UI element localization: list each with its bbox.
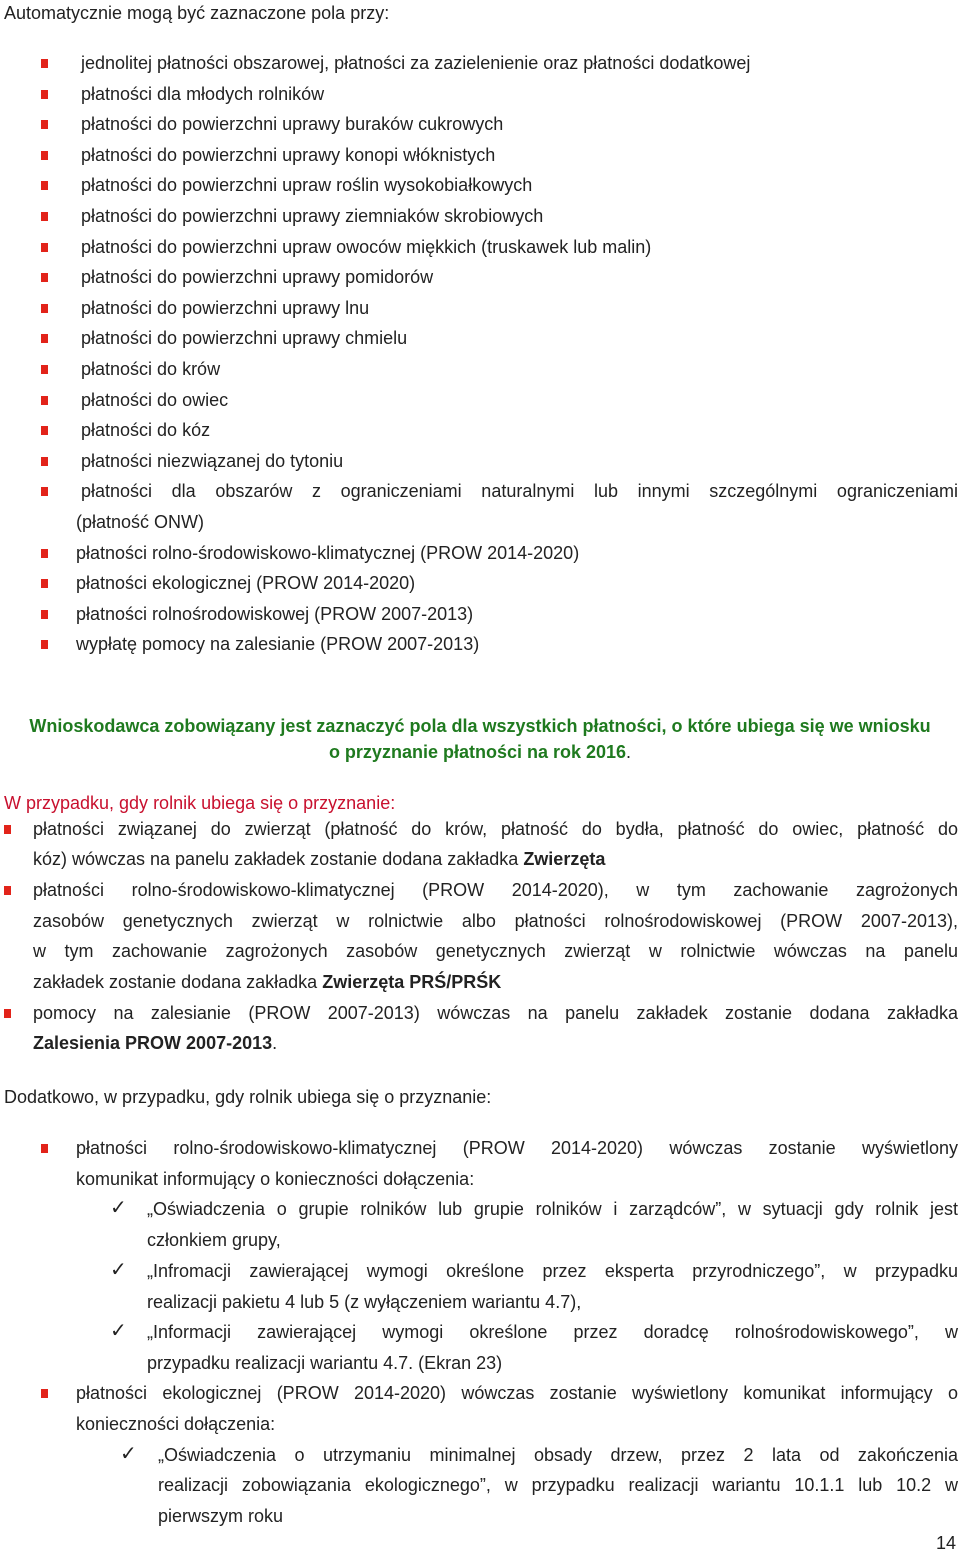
check-item-2b: realizacji pakietu 4 lub 5 (z wyłączeniem wariantu 4.7),: [147, 1292, 582, 1312]
checkmark-icon: ✓: [110, 1197, 127, 1219]
bullet-icon: [41, 579, 48, 588]
auto-item: płatności do powierzchni uprawy pomidorów: [81, 267, 434, 287]
notice-line-1: Wnioskodawca zobowiązany jest zaznaczyć pola dla wszystkich płatności, o które ubiega się we wniosku: [29, 716, 931, 736]
case-line-4: zasobów genetycznych zwierząt w rolnictwie albo płatności rolnośrodowiskowej (PROW 2007-2013),: [33, 911, 958, 931]
case-line-7: pomocy na zalesianie (PROW 2007-2013) wówczas na panelu zakładek zostanie dodana zakładka: [33, 1003, 958, 1023]
check-item-3a: „Informacji zawierającej wymogi określone przez doradcę rolnośrodowiskowego”, w: [147, 1322, 958, 1342]
bullet-icon: [41, 487, 48, 496]
auto-item: płatności do kóz: [81, 420, 211, 440]
notice-line-2: [0, 741, 960, 763]
bullet-icon: [41, 1389, 48, 1398]
auto-item: płatności do powierzchni uprawy chmielu: [81, 328, 408, 348]
bullet-icon: [41, 549, 48, 558]
bullet-icon: [4, 825, 11, 834]
auto-item: płatności do owiec: [81, 390, 229, 410]
notice-line-2-text: o przyznanie płatności na rok 2016: [328, 742, 627, 762]
auto-item: płatności do powierzchni uprawy konopi włóknistych: [81, 145, 496, 165]
additional-line-4: konieczności dołączenia:: [76, 1414, 276, 1434]
bullet-icon: [41, 273, 48, 282]
bullet-icon: [41, 457, 48, 466]
check-item-1b: członkiem grupy,: [147, 1230, 281, 1250]
case-line-8-dot: .: [272, 1033, 278, 1053]
check-item-4a: „Oświadczenia o utrzymaniu minimalnej obsady drzew, przez 2 lata od zakończenia: [158, 1445, 958, 1465]
check-item-4c: pierwszym roku: [158, 1506, 284, 1526]
bullet-icon: [41, 59, 48, 68]
bullet-icon: [41, 304, 48, 313]
notice-dot: .: [626, 742, 632, 762]
tab-name-zwierzeta: Zwierzęta: [523, 849, 606, 869]
check-item-3b: przypadku realizacji wariantu 4.7. (Ekran 23): [147, 1353, 503, 1373]
bullet-icon: [41, 334, 48, 343]
auto-item: płatności do powierzchni uprawy buraków cukrowych: [81, 114, 504, 134]
case-heading: W przypadku, gdy rolnik ubiega się o przyznanie:: [4, 793, 396, 813]
additional-line-3: płatności ekologicznej (PROW 2014-2020) wówczas zostanie wyświetlony komunikat informujący o: [76, 1383, 958, 1403]
case-line-8: [33, 1032, 277, 1054]
bullet-icon: [41, 365, 48, 374]
bullet-icon: [4, 886, 11, 895]
bullet-icon: [41, 610, 48, 619]
bullet-icon: [41, 212, 48, 221]
case-line-5: w tym zachowanie zagrożonych zasobów genetycznych zwierząt w rolnictwie wówczas na panelu: [33, 941, 958, 961]
case-line-2-text: kóz) wówczas na panelu zakładek zostanie dodana zakładka: [33, 849, 524, 869]
auto-item: płatności do powierzchni uprawy ziemniaków skrobiowych: [81, 206, 544, 226]
auto-item: jednolitej płatności obszarowej, płatności za zazielenienie oraz płatności dodatkowej: [81, 53, 751, 73]
intro-text: Automatycznie mogą być zaznaczone pola przy:: [4, 3, 390, 23]
auto-item: płatności do powierzchni uprawy lnu: [81, 298, 370, 318]
bullet-icon: [41, 120, 48, 129]
case-line-1: płatności związanej do zwierząt (płatność do krów, płatność do bydła, płatność do owiec, płatność do: [33, 819, 958, 839]
check-item-2a: „Infromacji zawierającej wymogi określone przez eksperta przyrodniczego”, w przypadku: [147, 1261, 958, 1281]
auto-item: płatności rolno-środowiskowo-klimatycznej (PROW 2014-2020): [76, 543, 580, 563]
case-line-6-text: zakładek zostanie dodana zakładka: [33, 972, 323, 992]
auto-item: płatności do powierzchni upraw roślin wysokobiałkowych: [81, 175, 533, 195]
auto-item: płatności dla młodych rolników: [81, 84, 325, 104]
bullet-icon: [41, 1144, 48, 1153]
bullet-icon: [41, 426, 48, 435]
checkmark-icon: ✓: [120, 1443, 137, 1465]
case-line-6: [33, 971, 501, 993]
checkmark-icon: ✓: [110, 1320, 127, 1342]
check-item-4b: realizacji zobowiązania ekologicznego”, w przypadku realizacji wariantu 10.1.1 lub 10.2 w: [158, 1475, 958, 1495]
bullet-icon: [4, 1009, 11, 1018]
tab-name-zwierzeta-prs: Zwierzęta PRŚ/PRŚK: [322, 972, 502, 992]
bullet-icon: [41, 181, 48, 190]
bullet-icon: [41, 243, 48, 252]
bullet-icon: [41, 640, 48, 649]
bullet-icon: [41, 396, 48, 405]
page-number: 14: [935, 1533, 956, 1553]
auto-item: (płatność ONW): [76, 512, 205, 532]
auto-item: płatności rolnośrodowiskowej (PROW 2007-2013): [76, 604, 474, 624]
additional-line-1: płatności rolno-środowiskowo-klimatycznej (PROW 2014-2020) wówczas zostanie wyświetlony: [76, 1138, 958, 1158]
additional-heading: Dodatkowo, w przypadku, gdy rolnik ubiega się o przyznanie:: [4, 1087, 492, 1107]
tab-name-zalesienia: Zalesienia PROW 2007-2013: [33, 1033, 273, 1053]
bullet-icon: [41, 90, 48, 99]
auto-item: płatności do krów: [81, 359, 221, 379]
auto-item: płatności ekologicznej (PROW 2014-2020): [76, 573, 416, 593]
check-item-1a: „Oświadczenia o grupie rolników lub grupie rolników i zarządców”, w sytuacji gdy rolnik jest: [147, 1199, 958, 1219]
additional-line-2: komunikat informujący o konieczności dołączenia:: [76, 1169, 475, 1189]
auto-item: płatności dla obszarów z ograniczeniami naturalnymi lub innymi szczególnymi ograniczeniami: [81, 481, 958, 501]
case-line-2: [33, 848, 605, 870]
case-line-3: płatności rolno-środowiskowo-klimatycznej (PROW 2014-2020), w tym zachowanie zagrożonych: [33, 880, 958, 900]
checkmark-icon: ✓: [110, 1259, 127, 1281]
bullet-icon: [41, 151, 48, 160]
auto-item: wypłatę pomocy na zalesianie (PROW 2007-2013): [76, 634, 480, 654]
auto-item: płatności do powierzchni upraw owoców miękkich (truskawek lub malin): [81, 237, 652, 257]
auto-item: płatności niezwiązanej do tytoniu: [81, 451, 344, 471]
